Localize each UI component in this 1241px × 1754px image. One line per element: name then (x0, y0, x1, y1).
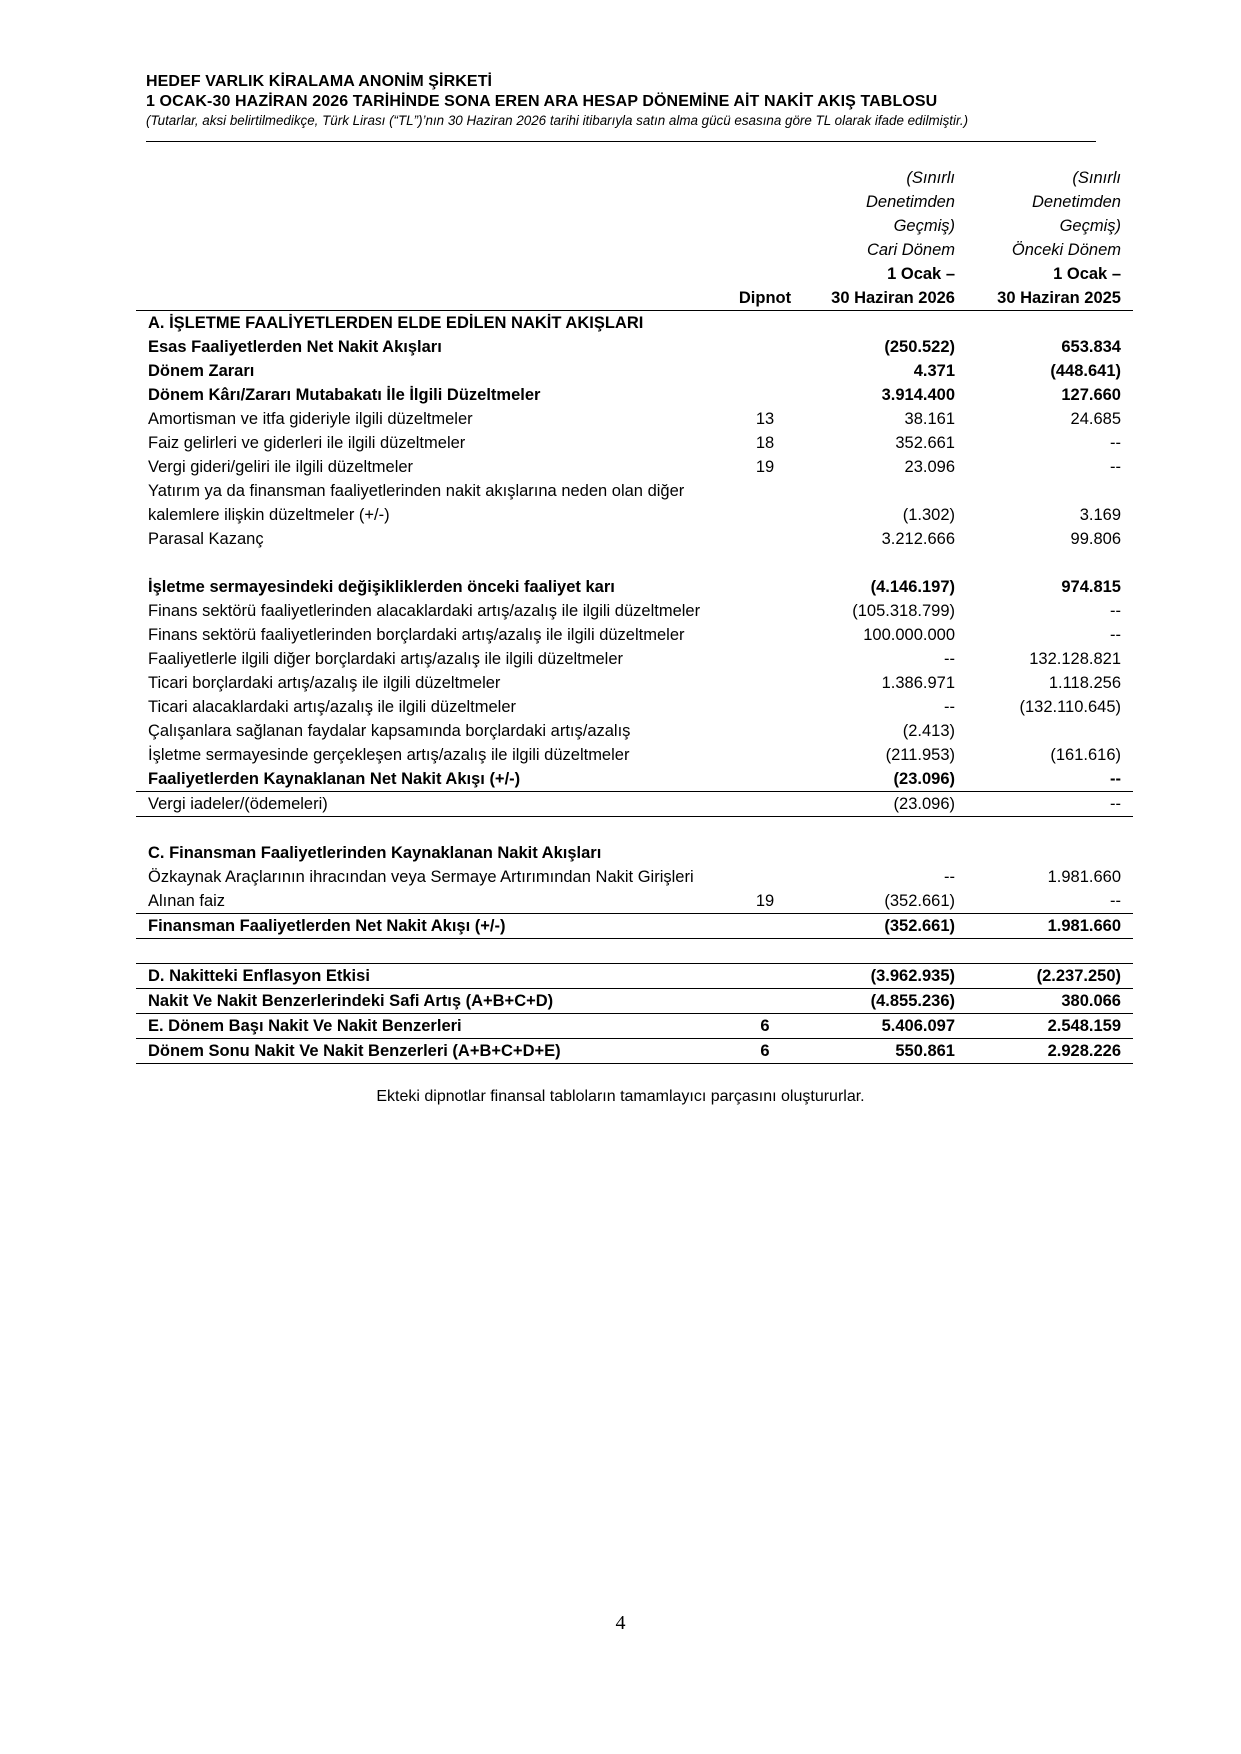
row-label: Vergi gideri/geliri ile ilgili düzeltmeler (148, 458, 414, 476)
row-previous: -- (1110, 626, 1121, 644)
table-row (136, 455, 1133, 479)
company-name: HEDEF VARLIK KİRALAMA ANONİM ŞİRKETİ (146, 73, 493, 90)
row-label: Faaliyetlerle ilgili diğer borçlardaki artış/azalış ile ilgili düzeltmeler (148, 650, 624, 668)
row-current: 38.161 (904, 410, 955, 428)
row-previous: 1.981.660 (967, 914, 1133, 939)
row-current: 4.371 (913, 362, 955, 380)
row-current: -- (944, 698, 955, 716)
row-label: Çalışanlara sağlanan faydalar kapsamında borçlardaki artış/azalış (148, 722, 631, 740)
table-row (136, 989, 1133, 1014)
row-label: Nakit Ve Nakit Benzerlerindeki Safi Artış (A+B+C+D) (136, 989, 735, 1014)
previous-header-line5: 1 Ocak – (1053, 265, 1121, 283)
column-header-row (136, 214, 1133, 238)
row-previous: -- (1110, 458, 1121, 476)
row-label: Finans sektörü faaliyetlerinden alacaklardaki artış/azalış ile ilgili düzeltmeler (148, 602, 701, 620)
table-row (136, 792, 1133, 817)
row-current: 5.406.097 (795, 1014, 967, 1039)
table-row (136, 359, 1133, 383)
row-current: 3.212.666 (881, 530, 955, 548)
spacer-row (136, 817, 1133, 842)
table-row (136, 407, 1133, 431)
row-current: (1.302) (902, 506, 955, 524)
row-note: 13 (755, 410, 775, 428)
statement-title: 1 OCAK-30 HAZİRAN 2026 TARİHİNDE SONA EREN ARA HESAP DÖNEMİNE AİT NAKİT AKIŞ TABLOSU (146, 93, 938, 110)
row-note: 19 (735, 889, 795, 914)
table-row (136, 503, 1133, 527)
row-note (735, 914, 795, 939)
row-note (735, 767, 795, 792)
previous-header-line2: Denetimden (1032, 193, 1121, 211)
row-label: Yatırım ya da finansman faaliyetlerinden nakit akışlarına neden olan diğer (148, 482, 685, 500)
column-header-row (136, 190, 1133, 214)
row-previous: 3.169 (1079, 506, 1121, 524)
row-previous (967, 841, 1133, 865)
row-previous: 127.660 (1061, 386, 1121, 404)
row-label: E. Dönem Başı Nakit Ve Nakit Benzerleri (136, 1014, 735, 1039)
previous-header-line3: Geçmiş) (1059, 217, 1121, 235)
table-row (136, 1014, 1133, 1039)
spacer-row (136, 551, 1133, 575)
previous-header-line4: Önceki Dönem (1011, 241, 1121, 259)
table-row (136, 575, 1133, 599)
cash-flow-table (136, 166, 1133, 1064)
row-previous (967, 719, 1133, 743)
row-current: (3.962.935) (795, 964, 967, 989)
table-row (136, 914, 1133, 939)
row-label: Amortisman ve itfa gideriyle ilgili düzeltmeler (148, 410, 473, 428)
row-label: D. Nakitteki Enflasyon Etkisi (136, 964, 735, 989)
row-label: Faaliyetlerden Kaynaklanan Net Nakit Akışı (+/-) (136, 767, 735, 792)
row-note: 6 (735, 1014, 795, 1039)
row-previous: 132.128.821 (1029, 650, 1121, 668)
row-note (735, 527, 795, 551)
row-label: Faiz gelirleri ve giderleri ile ilgili düzeltmeler (148, 434, 466, 452)
row-current: (4.855.236) (795, 989, 967, 1014)
cash-flow-table-wrapper (136, 166, 1133, 1064)
row-previous: 1.981.660 (1047, 868, 1121, 886)
row-note (735, 792, 795, 817)
table-row (136, 695, 1133, 719)
row-note (735, 575, 795, 599)
row-previous (967, 311, 1133, 336)
current-header-line2: Denetimden (866, 193, 955, 211)
note-column-header: Dipnot (735, 286, 795, 311)
table-row (136, 335, 1133, 359)
row-previous: (161.616) (1050, 746, 1121, 764)
row-current: (23.096) (795, 767, 967, 792)
current-header-line3: Geçmiş) (893, 217, 955, 235)
table-row (136, 647, 1133, 671)
row-previous: 974.815 (1061, 578, 1121, 596)
row-note (735, 359, 795, 383)
row-current: (352.661) (795, 889, 967, 914)
row-current: -- (944, 650, 955, 668)
row-label: İşletme sermayesindeki değişikliklerden önceki faaliyet karı (148, 578, 615, 596)
row-previous: (2.237.250) (967, 964, 1133, 989)
row-label: A. İŞLETME FAALİYETLERDEN ELDE EDİLEN NAKİT AKIŞLARI (148, 314, 644, 332)
page-number: 4 (615, 1612, 626, 1634)
row-label: Vergi iadeler/(ödemeleri) (136, 792, 735, 817)
row-label: Dönem Kârı/Zararı Mutabakatı İle İlgili Düzeltmeler (148, 386, 541, 404)
row-current: -- (944, 868, 955, 886)
row-note: 6 (735, 1039, 795, 1064)
current-header-line4: Cari Dönem (866, 241, 955, 259)
table-row (136, 1039, 1133, 1064)
row-previous: 2.928.226 (967, 1039, 1133, 1064)
row-current (795, 841, 967, 865)
row-current (795, 311, 967, 336)
table-row (136, 719, 1133, 743)
row-current: (2.413) (902, 722, 955, 740)
row-note (735, 647, 795, 671)
column-header-row (136, 166, 1133, 190)
row-label: Dönem Zararı (148, 362, 255, 380)
current-header-line6: 30 Haziran 2026 (795, 286, 967, 311)
row-note (735, 335, 795, 359)
row-previous: 24.685 (1070, 410, 1121, 428)
table-row (136, 865, 1133, 889)
table-row (136, 743, 1133, 767)
row-previous: 380.066 (967, 989, 1133, 1014)
row-current: 100.000.000 (863, 626, 955, 644)
row-current: (4.146.197) (870, 578, 955, 596)
row-current: (250.522) (884, 338, 955, 356)
table-row (136, 623, 1133, 647)
row-current: 352.661 (895, 434, 955, 452)
row-previous: 2.548.159 (967, 1014, 1133, 1039)
row-previous: (448.641) (1050, 362, 1121, 380)
row-note (735, 503, 795, 527)
row-label: Ticari alacaklardaki artış/azalış ile ilgili düzeltmeler (148, 698, 517, 716)
row-note (735, 989, 795, 1014)
document-header (146, 72, 1096, 130)
table-row (136, 311, 1133, 336)
row-previous: -- (967, 767, 1133, 792)
table-row (136, 841, 1133, 865)
row-label: Finansman Faaliyetlerden Net Nakit Akışı (+/-) (136, 914, 735, 939)
row-label: Dönem Sonu Nakit Ve Nakit Benzerleri (A+B+C+D+E) (136, 1039, 735, 1064)
row-current: 550.861 (795, 1039, 967, 1064)
row-previous: 653.834 (1061, 338, 1121, 356)
column-header-row (136, 262, 1133, 286)
row-previous: -- (967, 792, 1133, 817)
row-label: Ticari borçlardaki artış/azalış ile ilgili düzeltmeler (148, 674, 501, 692)
row-label: C. Finansman Faaliyetlerinden Kaynaklanan Nakit Akışları (148, 844, 602, 862)
row-label: Özkaynak Araçlarının ihracından veya Sermaye Artırımından Nakit Girişleri (148, 868, 694, 886)
row-note (735, 599, 795, 623)
current-header-line5: 1 Ocak – (887, 265, 955, 283)
row-previous: 1.118.256 (1048, 674, 1121, 692)
row-note (735, 841, 795, 865)
row-note (735, 743, 795, 767)
row-current: 3.914.400 (881, 386, 955, 404)
row-current: (105.318.799) (852, 602, 955, 620)
row-previous: -- (1110, 602, 1121, 620)
table-row (136, 889, 1133, 914)
table-row (136, 383, 1133, 407)
column-header-row (136, 286, 1133, 311)
row-note (735, 623, 795, 647)
table-row (136, 767, 1133, 792)
row-note: 18 (755, 434, 775, 452)
table-row (136, 431, 1133, 455)
current-header-line1: (Sınırlı (906, 169, 955, 187)
row-label: kalemlere ilişkin düzeltmeler (+/-) (148, 506, 390, 524)
table-row (136, 479, 1133, 503)
row-note: 19 (755, 458, 775, 476)
row-note (735, 865, 795, 889)
column-header-row (136, 238, 1133, 262)
table-row (136, 671, 1133, 695)
spacer-row (136, 939, 1133, 964)
footnote: Ekteki dipnotlar finansal tabloların tamamlayıcı parçasını oluştururlar. (376, 1088, 865, 1105)
row-label: Parasal Kazanç (148, 530, 264, 548)
row-note (735, 719, 795, 743)
header-rule (146, 141, 1096, 142)
row-label: Alınan faiz (136, 889, 735, 914)
table-row (136, 527, 1133, 551)
row-current: (23.096) (795, 792, 967, 817)
row-note (735, 311, 795, 336)
row-note (735, 671, 795, 695)
row-label: İşletme sermayesinde gerçekleşen artış/azalış ile ilgili düzeltmeler (148, 746, 630, 764)
row-current: 1.386.971 (881, 674, 955, 692)
table-row (136, 599, 1133, 623)
row-previous: -- (967, 889, 1133, 914)
row-previous: 99.806 (1070, 530, 1121, 548)
row-previous: (132.110.645) (1019, 698, 1121, 716)
row-current: (211.953) (885, 746, 955, 764)
row-label: Esas Faaliyetlerden Net Nakit Akışları (148, 338, 442, 356)
row-previous: -- (1110, 434, 1121, 452)
previous-header-line6: 30 Haziran 2025 (967, 286, 1133, 311)
row-note (735, 383, 795, 407)
table-row (136, 964, 1133, 989)
currency-note: (Tutarlar, aksi belirtilmedikçe, Türk Lirası (“TL”)’nın 30 Haziran 2026 tarihi itibarıyla satın alma gücü esasına göre TL olarak ifade edilmiştir.) (146, 113, 969, 128)
previous-header-line1: (Sınırlı (1072, 169, 1121, 187)
row-note (735, 695, 795, 719)
row-label: Finans sektörü faaliyetlerinden borçlardaki artış/azalış ile ilgili düzeltmeler (148, 626, 685, 644)
row-current: (352.661) (795, 914, 967, 939)
row-current: 23.096 (904, 458, 955, 476)
row-note (735, 964, 795, 989)
